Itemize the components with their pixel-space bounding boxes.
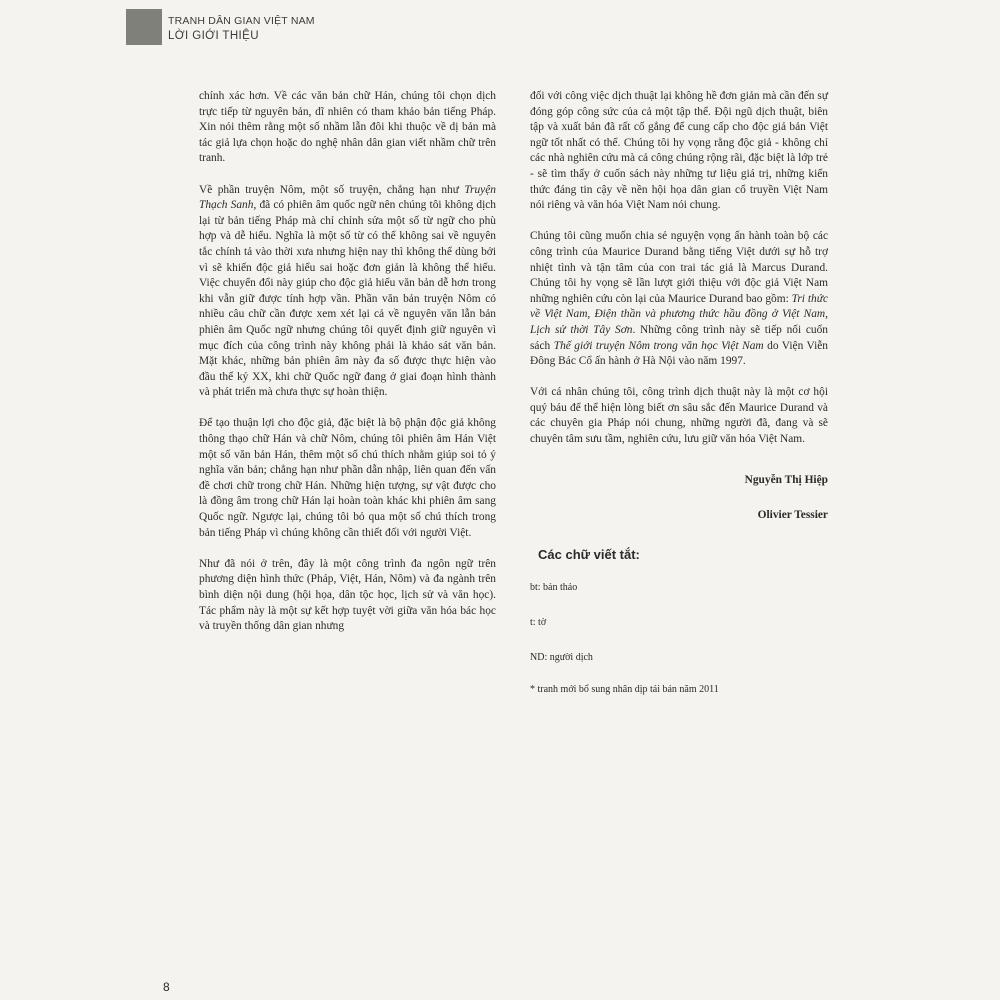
right-paragraph-3: Với cá nhân chúng tôi, công trình dịch thuật này là một cơ hội quý báu để thể hiện lòng biết ơn sâu sắc đến Maurice Durand và các chuyên gia Pháp nói chung, những người đã, đang và sẽ chuyên tâm sưu tầm, nghiên cứu, lưu giữ văn hóa Việt Nam.	[530, 386, 828, 446]
abbreviations-title: Các chữ viết tắt:	[538, 547, 640, 563]
abbreviations-section	[530, 547, 828, 698]
text-span: Về phần truyện Nôm, một số truyện, chẳng hạn như	[199, 183, 465, 196]
abbreviation-item: bt: bản thảo	[530, 582, 578, 594]
reprint-note: * tranh mới bổ sung nhân dịp tái bản năm 2011	[530, 684, 719, 696]
page-number: 8	[163, 980, 170, 994]
left-paragraph-2	[199, 183, 496, 401]
section-title: LỜI GIỚI THIỆU	[168, 29, 259, 42]
left-paragraph-3: Để tạo thuận lợi cho độc giả, đặc biệt là bộ phận độc giả không thông thạo chữ Hán và chữ Nôm, chúng tôi phiên âm Hán Việt một số văn bản Hán, thêm một số chú thích nhằm giúp soi tỏ ý nghĩa văn bản; chẳng hạn như phần dẫn nhập, liên quan đến vấn đề chơi chữ trong chữ Hán. Những hiện tượng, sự vật được cho là đồng âm trong chữ Hán lại hoàn toàn khác khi phiên âm sang Quốc ngữ. Ngược lại, chúng tôi bỏ qua một số chú thích trong bản tiếng Pháp vì chúng không cần thiết đối với người Việt.	[199, 417, 496, 539]
left-paragraph-4: Như đã nói ở trên, đây là một công trình đa ngôn ngữ trên phương diện hình thức (Pháp, Việt, Hán, Nôm) và đa ngành trên bình diện nội dung (hội họa, dân tộc học, lịch sử và văn học). Tác phẩm này là một sự kết hợp tuyệt vời giữa văn hóa bác học và truyền thống dân gian nhưng	[199, 557, 496, 633]
italic-title: Truyện Thạch Sanh	[199, 183, 496, 212]
right-column	[530, 89, 828, 713]
text-span: do Viện Viễn Đông Bác Cổ ấn hành ở Hà Nội vào năm 1997.	[530, 339, 829, 368]
right-paragraph-2	[530, 229, 828, 369]
left-paragraph-1: chính xác hơn. Về các văn bản chữ Hán, chúng tôi chọn dịch trực tiếp từ nguyên bản, dĩ nhiên có tham khảo bản tiếng Pháp. Xin nói thêm rằng một số nhầm lẫn đôi khi thuộc về dị bản mà tác giả lựa chọn hoặc do nghệ nhân dân gian viết nhầm chữ trên tranh.	[199, 90, 496, 165]
abbreviation-item: t: tờ	[530, 617, 547, 629]
left-column	[199, 89, 496, 650]
running-header	[168, 15, 315, 44]
abbreviation-item: ND: người dịch	[530, 651, 593, 663]
signature-name-1: Nguyễn Thị Hiệp	[744, 473, 828, 486]
signature-block	[530, 470, 828, 526]
right-paragraph-1: đối với công việc dịch thuật lại không hề đơn giản mà cần đến sự đóng góp công sức của cả một tập thể. Đội ngũ dịch thuật, biên tập và xuất bản đã rất cố gắng để cung cấp cho độc giả bản Việt ngữ tốt nhất có thể. Chúng tôi hy vọng rằng độc giả - không chỉ các nhà nghiên cứu mà cả công chúng rộng rãi, đặc biệt là lớp trẻ - sẽ tìm thấy ở cuốn sách này những tư liệu giá trị, những kiến thức đáng tin cậy về nền hội họa dân gian cổ truyền Việt Nam nói riêng và văn hóa Việt Nam nói chung.	[530, 90, 828, 212]
signature-name-2: Olivier Tessier	[757, 509, 828, 522]
series-title: TRANH DÂN GIAN VIỆT NAM	[168, 15, 315, 27]
header-gray-block	[126, 9, 162, 45]
text-span: . Những công trình này sẽ tiếp nối cuốn sách	[530, 323, 828, 352]
text-span: Chúng tôi cũng muốn chia sẻ nguyện vọng ấn hành toàn bộ các công trình của Maurice Durand bằng tiếng Việt dưới sự hỗ trợ nhiệt tình và tận tâm của con trai tác giả là Marcus Durand. Chúng tôi hy vọng sẽ lần lượt giới thiệu với độc giả Việt Nam những nghiên cứu còn lại của Maurice Durand bao gồm:	[530, 230, 828, 305]
text-span: , đã có phiên âm quốc ngữ nên chúng tôi không dịch lại từ bản tiếng Pháp mà chỉ chỉnh sửa một số từ ngữ cho phù hợp và dễ hiểu. Nghĩa là một số từ có thể không sai về nguyên tắc chính tả vào thời xưa nhưng hiện nay thì không thể dùng bởi vì sẽ khiến độc giả hiểu sai hoặc đơn giản là không thể hiểu. Việc chuyển đổi này giúp cho độc giả hiểu văn bản dễ hơn trong khi vẫn giữ được tính hợp vần. Phần văn bản truyện Nôm có nhiều câu chữ cần được xem xét lại cả về nguyên văn lẫn bản phiên âm Quốc ngữ nhưng chúng tôi quyết định giữ nguyên vì mục đích của công trình này không phải là khảo sát văn bản. Mặt khác, những bản phiên âm này đa số được thực hiện vào đầu thế kỷ XX, khi chữ Quốc ngữ đang ở giai đoạn hình thành và phát triển mà chưa thực sự hoàn thiện.	[199, 199, 497, 399]
italic-title: Thế giới truyện Nôm trong văn học Việt Nam	[553, 339, 764, 352]
italic-title: Tri thức về Việt Nam, Điện thần và phương thức hầu đồng ở Việt Nam, Lịch sử thời Tây Sơn	[530, 292, 829, 336]
